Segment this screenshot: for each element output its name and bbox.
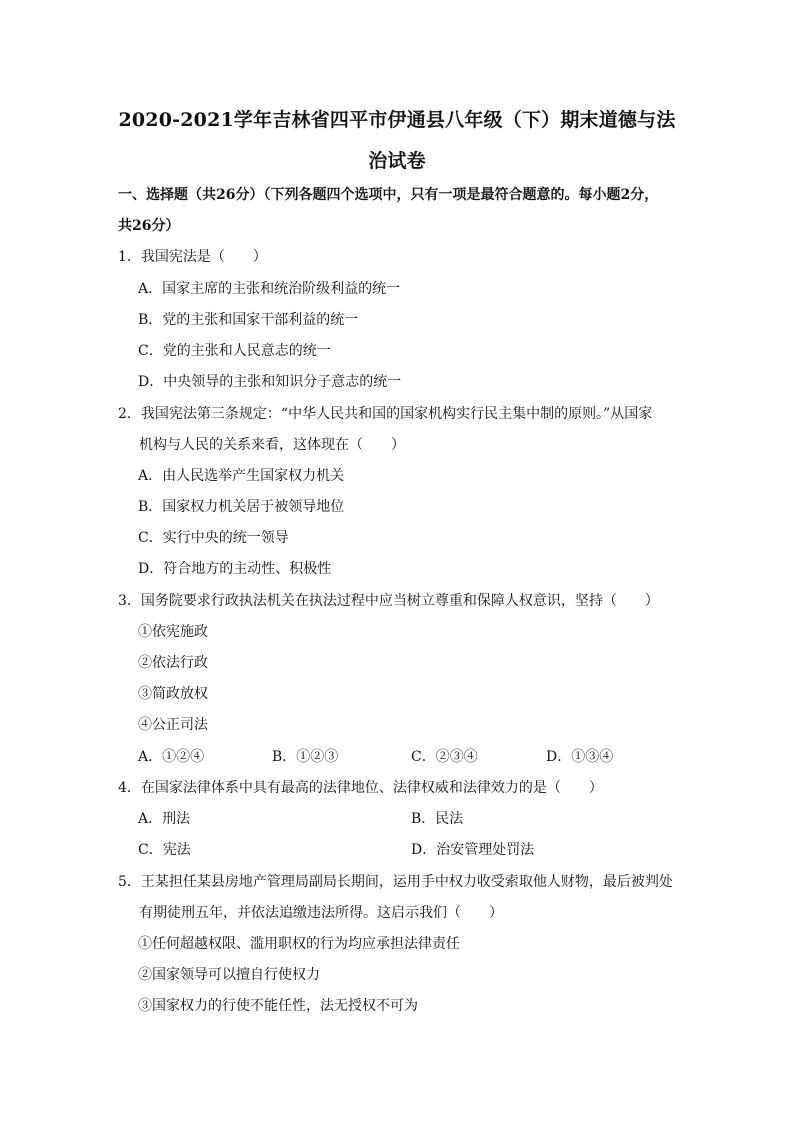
- question-4-option-a: A．刑法: [138, 811, 191, 827]
- question-3-option-b: B．①②③: [272, 749, 339, 765]
- question-1-option-d: D．中央领导的主张和知识分子意志的统一: [138, 374, 402, 390]
- question-5-stem-line1: 5．王某担任某县房地产管理局副局长期间，运用手中权力收受索取他人财物，最后被判处: [118, 874, 673, 890]
- question-4-option-d: D．治安管理处罚法: [411, 842, 535, 858]
- question-1-stem: 1．我国宪法是（ ）: [118, 249, 267, 265]
- question-1-option-a: A．国家主席的主张和统治阶级利益的统一: [138, 281, 401, 297]
- question-2-stem-line1: 2．我国宪法第三条规定：“中华人民共和国的国家机构实行民主集中制的原则。”从国家: [118, 406, 653, 422]
- question-3-option-a: A．①②④: [138, 749, 205, 765]
- question-2-option-d: D．符合地方的主动性、积极性: [138, 561, 332, 577]
- question-3-item-1: ①依宪施政: [138, 624, 208, 640]
- question-3-item-4: ④公正司法: [138, 717, 208, 733]
- question-3-stem: 3．国务院要求行政执法机关在执法过程中应当树立尊重和保障人权意识，坚持（ ）: [118, 593, 659, 609]
- question-3-item-2: ②依法行政: [138, 655, 208, 671]
- question-5-item-3: ③国家权力的行使不能任性，法无授权不可为: [138, 998, 418, 1014]
- question-2-option-b: B．国家权力机关居于被领导地位: [138, 499, 345, 515]
- section-heading-line2: 共26分）: [118, 218, 180, 234]
- section-heading-line1: 一、选择题（共26分）（下列各题四个选项中，只有一项是最符合题意的。每小题2分，: [118, 187, 659, 203]
- question-1-option-c: C．党的主张和人民意志的统一: [138, 343, 331, 359]
- question-4-option-c: C．宪法: [138, 842, 191, 858]
- question-1-option-b: B．党的主张和国家干部利益的统一: [138, 312, 359, 328]
- exam-title-line1: 2020-2021学年吉林省四平市伊通县八年级（下）期末道德与法: [118, 109, 676, 131]
- exam-title-line2: 治试卷: [368, 150, 426, 172]
- question-2-option-c: C．实行中央的统一领导: [138, 530, 289, 546]
- question-5-item-2: ②国家领导可以擅自行使权力: [138, 967, 320, 983]
- question-5-stem-line2: 有期徒刑五年，并依法追缴违法所得。这启示我们（ ）: [139, 905, 503, 921]
- question-4-stem: 4．在国家法律体系中具有最高的法律地位、法律权威和法律效力的是（ ）: [118, 780, 603, 796]
- question-3-option-d: D．①③④: [546, 749, 614, 765]
- question-3-item-3: ③简政放权: [138, 686, 208, 702]
- question-5-item-1: ①任何超越权限、滥用职权的行为均应承担法律责任: [138, 936, 460, 952]
- question-4-option-b: B．民法: [411, 811, 464, 827]
- question-3-option-c: C．②③④: [411, 749, 478, 765]
- question-2-option-a: A．由人民选举产生国家权力机关: [138, 468, 345, 484]
- question-2-stem-line2: 机构与人民的关系来看，这体现在（ ）: [139, 437, 405, 453]
